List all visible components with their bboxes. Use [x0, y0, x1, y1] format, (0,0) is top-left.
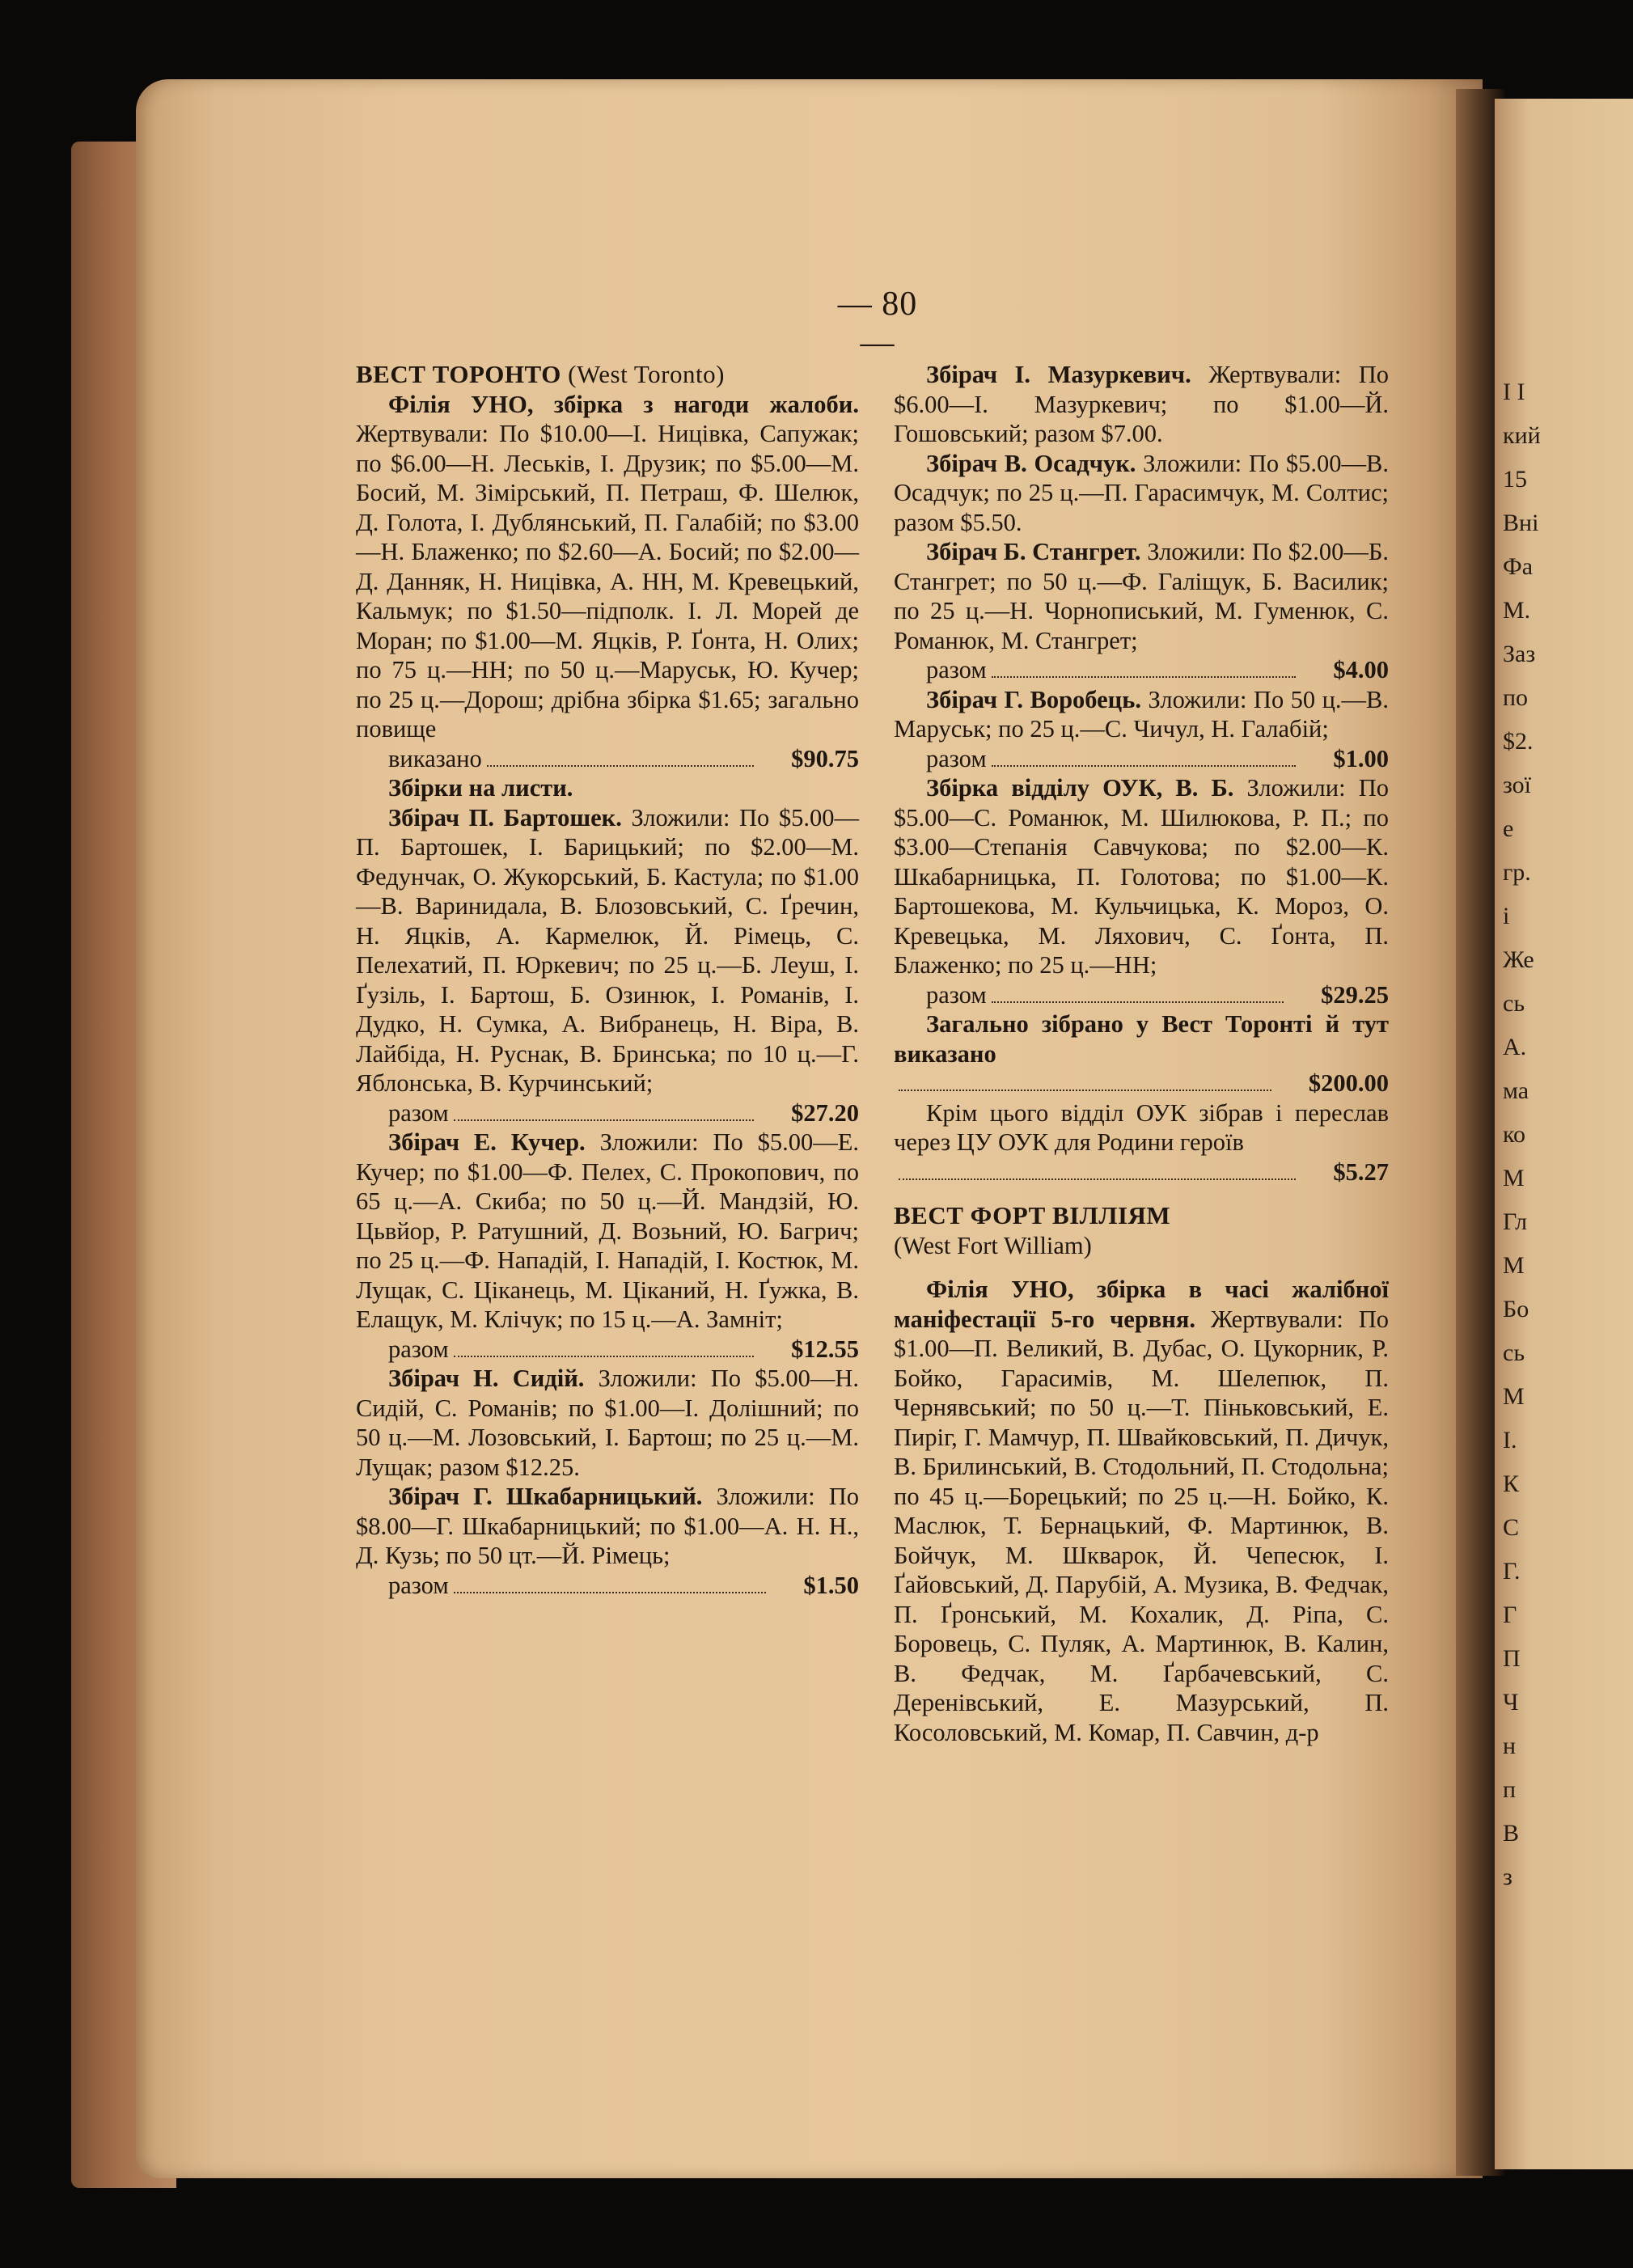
next-page-fragment: Фа: [1503, 553, 1534, 580]
next-page-fragment: І.: [1503, 1427, 1517, 1453]
total-amount: $1.00: [1333, 744, 1389, 772]
heading-latin: (West Fort William): [894, 1231, 1092, 1259]
next-page-fragment: гр.: [1503, 859, 1531, 886]
total-label: разом: [388, 1571, 449, 1599]
total-label: разом: [926, 656, 987, 683]
next-page-fragment: С: [1503, 1514, 1520, 1541]
next-page-fragment: сь: [1503, 990, 1525, 1017]
entry-text: Жертвували: По $6.00—І. Мазуркевич; по $1.00—Й. Гошовський; разом $7.00.: [894, 361, 1389, 447]
entry-text: Жертвували: По $10.00—І. Ницівка, Сапужак; по $6.00—Н. Леськів, І. Друзик; по $5.00—М. Босий, М. Зімірський, П. Петраш, Ф. Шелюк, Д. Голота, І. Дублянський, П. Галабій; по $3.00—Н. Блаженко; по $2.60—А. Босий; по $2.00—Д. Данняк, Н. Ницівка, А. НН, М. Кревецький, Кальмук; по $1.50—підполк. І. Л. Морей де Моран; по $1.00—М. Яцків, Р. Ґонта, Н. Олих; по 75 ц.—НН; по 50 ц.—Маруськ, Ю. Кучер; по 25 ц.—Дорош; дрібна збірка $1.65; загально повище: [356, 420, 859, 743]
entry-paragraph: [894, 1275, 1389, 1747]
next-page-edge: [1495, 99, 1633, 2169]
entry-text: Зложили: По $5.00—П. Бартошек, І. Барицький; по $2.00—М. Федунчак, О. Жукорський, Б. Кастула; по $1.00—В. Варинидала, В. Блозовський, С. Ґречин, Н. Яцків, А. Кармелюк, Й. Рімець, С. Пелехатий, П. Юркевич; по 25 ц.—Б. Леуш, І. Ґузіль, І. Бартош, Б. Озинюк, І. Романів, І. Дудко, Н. Сумка, А. Вибранець, Н. Віра, В. Лайбіда, Н. Руснак, В. Бринська; по 10 ц.—Г. Яблонська, В. Курчинський;: [356, 803, 860, 1097]
next-page-fragment: А.: [1503, 1034, 1527, 1060]
entry-paragraph: [894, 449, 1389, 538]
note-total: [894, 1157, 1389, 1187]
section-gap: [894, 1187, 1389, 1201]
entry-text: Зложили: По $5.00—Н. Сидій, С. Романів; по $1.00—І. Долішний; по 50 ц.—М. Лозовський, І. Бартош; по 25 ц.—М. Лущак; разом $12.25.: [356, 1365, 859, 1481]
next-page-fragment: н: [1503, 1733, 1517, 1759]
section-heading-west-fort-william: [894, 1201, 1389, 1231]
entry-lead: Збірач Е. Кучер.: [388, 1128, 586, 1156]
entry-lead: Філія УНО, збірка в часі жалібної маніфестації 5-го червня.: [894, 1276, 1389, 1333]
entry-total: [356, 744, 859, 774]
entry-total: [356, 1335, 859, 1365]
next-page-fragment: І І: [1503, 379, 1525, 405]
next-page-fragment: ко: [1503, 1121, 1526, 1148]
entry-paragraph: [356, 803, 859, 1098]
entry-total: [894, 980, 1389, 1010]
leader-dots: [992, 676, 1297, 678]
next-page-fragment: М: [1503, 1383, 1525, 1410]
entry-paragraph: [894, 685, 1389, 744]
next-page-fragment: п: [1503, 1776, 1517, 1803]
grand-total: [894, 1068, 1389, 1098]
next-page-fragment: К: [1503, 1470, 1520, 1497]
entry-lead: Збірач І. Мазуркевич.: [926, 361, 1191, 388]
leader-dots: [992, 765, 1297, 767]
entry-lead: Збірач Г. Воробець.: [926, 685, 1142, 713]
entry-total: [894, 655, 1389, 685]
leader-dots: [454, 1356, 754, 1357]
entry-paragraph: [894, 537, 1389, 655]
entry-lead: Збірка відділу ОУК, В. Б.: [926, 774, 1234, 802]
total-amount: $4.00: [1333, 656, 1389, 683]
next-page-fragment: Г.: [1503, 1558, 1521, 1585]
next-page-fragment: Бо: [1503, 1296, 1529, 1322]
total-amount: $200.00: [1308, 1069, 1389, 1097]
entry-paragraph: [894, 360, 1389, 449]
entry-paragraph: [894, 773, 1389, 980]
entry-text: Зложили: По $2.00—Б. Стангрет; по 50 ц.—Ф. Галіщук, Б. Василик; по 25 ц.—Н. Чорнописький, М. Гуменюк, С. Романюк, М. Стангрет;: [894, 538, 1389, 654]
next-page-fragment: е: [1503, 815, 1514, 842]
subheading-text: Збірки на листи.: [388, 774, 573, 802]
entry-lead: Збірач П. Бартошек.: [388, 803, 622, 831]
page-number: — 80 —: [837, 286, 918, 362]
grand-total-text: Загально зібрано у Вест Торонті й тут виказано: [894, 1010, 1389, 1068]
total-label: разом: [926, 744, 987, 772]
entry-text: Зложили: По $5.00—В. Осадчук; по 25 ц.—П. Гарасимчук, М. Солтис; разом $5.50.: [894, 449, 1389, 536]
entry-paragraph: [356, 1364, 859, 1482]
entry-paragraph: [356, 1482, 859, 1571]
entry-lead: Філія УНО, збірка з нагоди жалоби.: [388, 390, 859, 418]
section-gap: [894, 1260, 1389, 1275]
subheading: [356, 773, 859, 803]
next-page-fragment: Гл: [1503, 1208, 1528, 1235]
leader-dots: [454, 1592, 767, 1593]
next-page-fragment: М: [1503, 1252, 1525, 1279]
next-page-fragment: Же: [1503, 946, 1534, 973]
leader-dots: [487, 765, 754, 767]
next-page-fragment: зої: [1503, 772, 1532, 798]
total-amount: $90.75: [791, 744, 859, 772]
total-amount: $29.25: [1321, 980, 1389, 1009]
heading-latin-line: [894, 1231, 1389, 1261]
next-page-fragment: Ч: [1503, 1689, 1519, 1716]
entry-text: Зложили: По $8.00—Г. Шкабарницький; по $1.00—А. Н. Н., Д. Кузь; по 50 цт.—Й. Рімець;: [356, 1483, 860, 1569]
entry-total: [356, 1571, 859, 1601]
entry-text: Зложили: По 50 ц.—В. Маруськ; по 25 ц.—С. Чичул, Н. Галабій;: [894, 685, 1389, 743]
next-page-fragment: сь: [1503, 1339, 1525, 1366]
entry-paragraph: [356, 1128, 859, 1335]
total-label: виказано: [388, 744, 482, 772]
grand-total-paragraph: [894, 1009, 1389, 1068]
next-page-fragment: по: [1503, 684, 1529, 711]
total-label: разом: [388, 1335, 449, 1363]
next-page-fragment: $2.: [1503, 728, 1534, 755]
note-paragraph: [894, 1098, 1389, 1157]
next-page-fragment: Вні: [1503, 510, 1539, 536]
next-page-fragment: М: [1503, 1165, 1525, 1191]
total-amount: $27.20: [791, 1098, 859, 1127]
next-page-fragment: П: [1503, 1645, 1521, 1672]
next-page-fragment: Г: [1503, 1602, 1517, 1628]
next-page-fragment: В: [1503, 1820, 1520, 1847]
next-page-fragment: Заз: [1503, 641, 1536, 667]
section-heading-west-toronto: [356, 360, 859, 390]
next-page-fragment: М.: [1503, 597, 1531, 624]
entry-text: Зложили: По $5.00—Е. Кучер; по $1.00—Ф. Пелех, С. Прокопович, по 65 ц.—А. Скиба; по 50 ц.—Й. Мандзій, Ю. Цьвйор, Р. Ратушний, Д. Возьний, Ю. Багрич; по 25 ц.—Ф. Нападій, І. Нападій, І. Костюк, М. Лущак, С. Ціканець, М. Ціканий, Н. Ґужка, В. Елащук, М. Клічук; по 15 ц.—А. Замніт;: [356, 1128, 859, 1333]
entry-paragraph: [356, 390, 859, 744]
leader-dots: [899, 1090, 1271, 1091]
next-page-fragment: 15: [1503, 466, 1527, 493]
left-column: [356, 360, 859, 1600]
entry-lead: Збірач В. Осадчук.: [926, 449, 1136, 477]
next-page-fragment: з: [1503, 1864, 1512, 1890]
entry-lead: Збірач Б. Стангрет.: [926, 538, 1141, 565]
heading-text: ВЕСТ ФОРТ ВІЛЛІЯМ: [894, 1201, 1171, 1229]
leader-dots: [899, 1178, 1296, 1180]
next-page-fragment: кий: [1503, 422, 1541, 449]
total-label: разом: [926, 980, 987, 1009]
total-amount: $1.50: [803, 1571, 859, 1599]
entry-total: [356, 1098, 859, 1128]
entry-text: Зложили: По $5.00—С. Романюк, М. Шилюкова, Р. П.; по $3.00—Степанія Савчукова; по $2.00—К. Шкабарницька, П. Голотова; по $1.00—К. Бартошекова, М. Кульчицька, К. Мороз, О. Кревецька, М. Ляхович, С. Ґонта, П. Блаженко; по 25 ц.—НН;: [894, 774, 1389, 979]
right-column: [894, 360, 1389, 1747]
leader-dots: [454, 1119, 754, 1121]
next-page-fragment: і: [1503, 903, 1510, 929]
total-label: разом: [388, 1098, 449, 1127]
total-amount: $12.55: [791, 1335, 859, 1363]
heading-text: ВЕСТ ТОРОНТО: [356, 360, 561, 388]
total-amount: $5.27: [1333, 1157, 1389, 1186]
entry-text: Жертвували: По $1.00—П. Великий, В. Дубас, О. Цукорник, Р. Бойко, Гарасимів, М. Шелепюк, П. Чернявський; по 50 ц.—Т. Піньковський, Е. Пиріг, Г. Мамчур, П. Швайковський, П. Дичук, В. Брилинський, В. Стодольний, П. Стодольна; по 45 ц.—Борецький; по 25 ц.—Н. Бойко, К. Маслюк, Т. Бернацький, Ф. Мартинюк, В. Бойчук, М. Шкварок, Й. Чепесюк, І. Ґайовський, Д. Парубій, А. Музика, В. Федчак, П. Ґронський, М. Кохалик, Д. Ріпа, С. Боровець, С. Пуляк, А. Мартинюк, В. Калин, В. Федчак, М. Ґарбачевський, С. Деренівський, Е. Мазурський, П. Косоловський, М. Комар, П. Савчин, д-р: [894, 1305, 1389, 1746]
entry-lead: Збірач Н. Сидій.: [388, 1365, 585, 1392]
heading-latin: (West Toronto): [568, 360, 725, 388]
next-page-fragment: ма: [1503, 1077, 1529, 1104]
note-text: Крім цього відділ ОУК зібрав і переслав через ЦУ ОУК для Родини героїв: [894, 1098, 1389, 1156]
leader-dots: [992, 1001, 1284, 1003]
entry-total: [894, 744, 1389, 774]
entry-lead: Збірач Г. Шкабарницький.: [388, 1483, 703, 1510]
